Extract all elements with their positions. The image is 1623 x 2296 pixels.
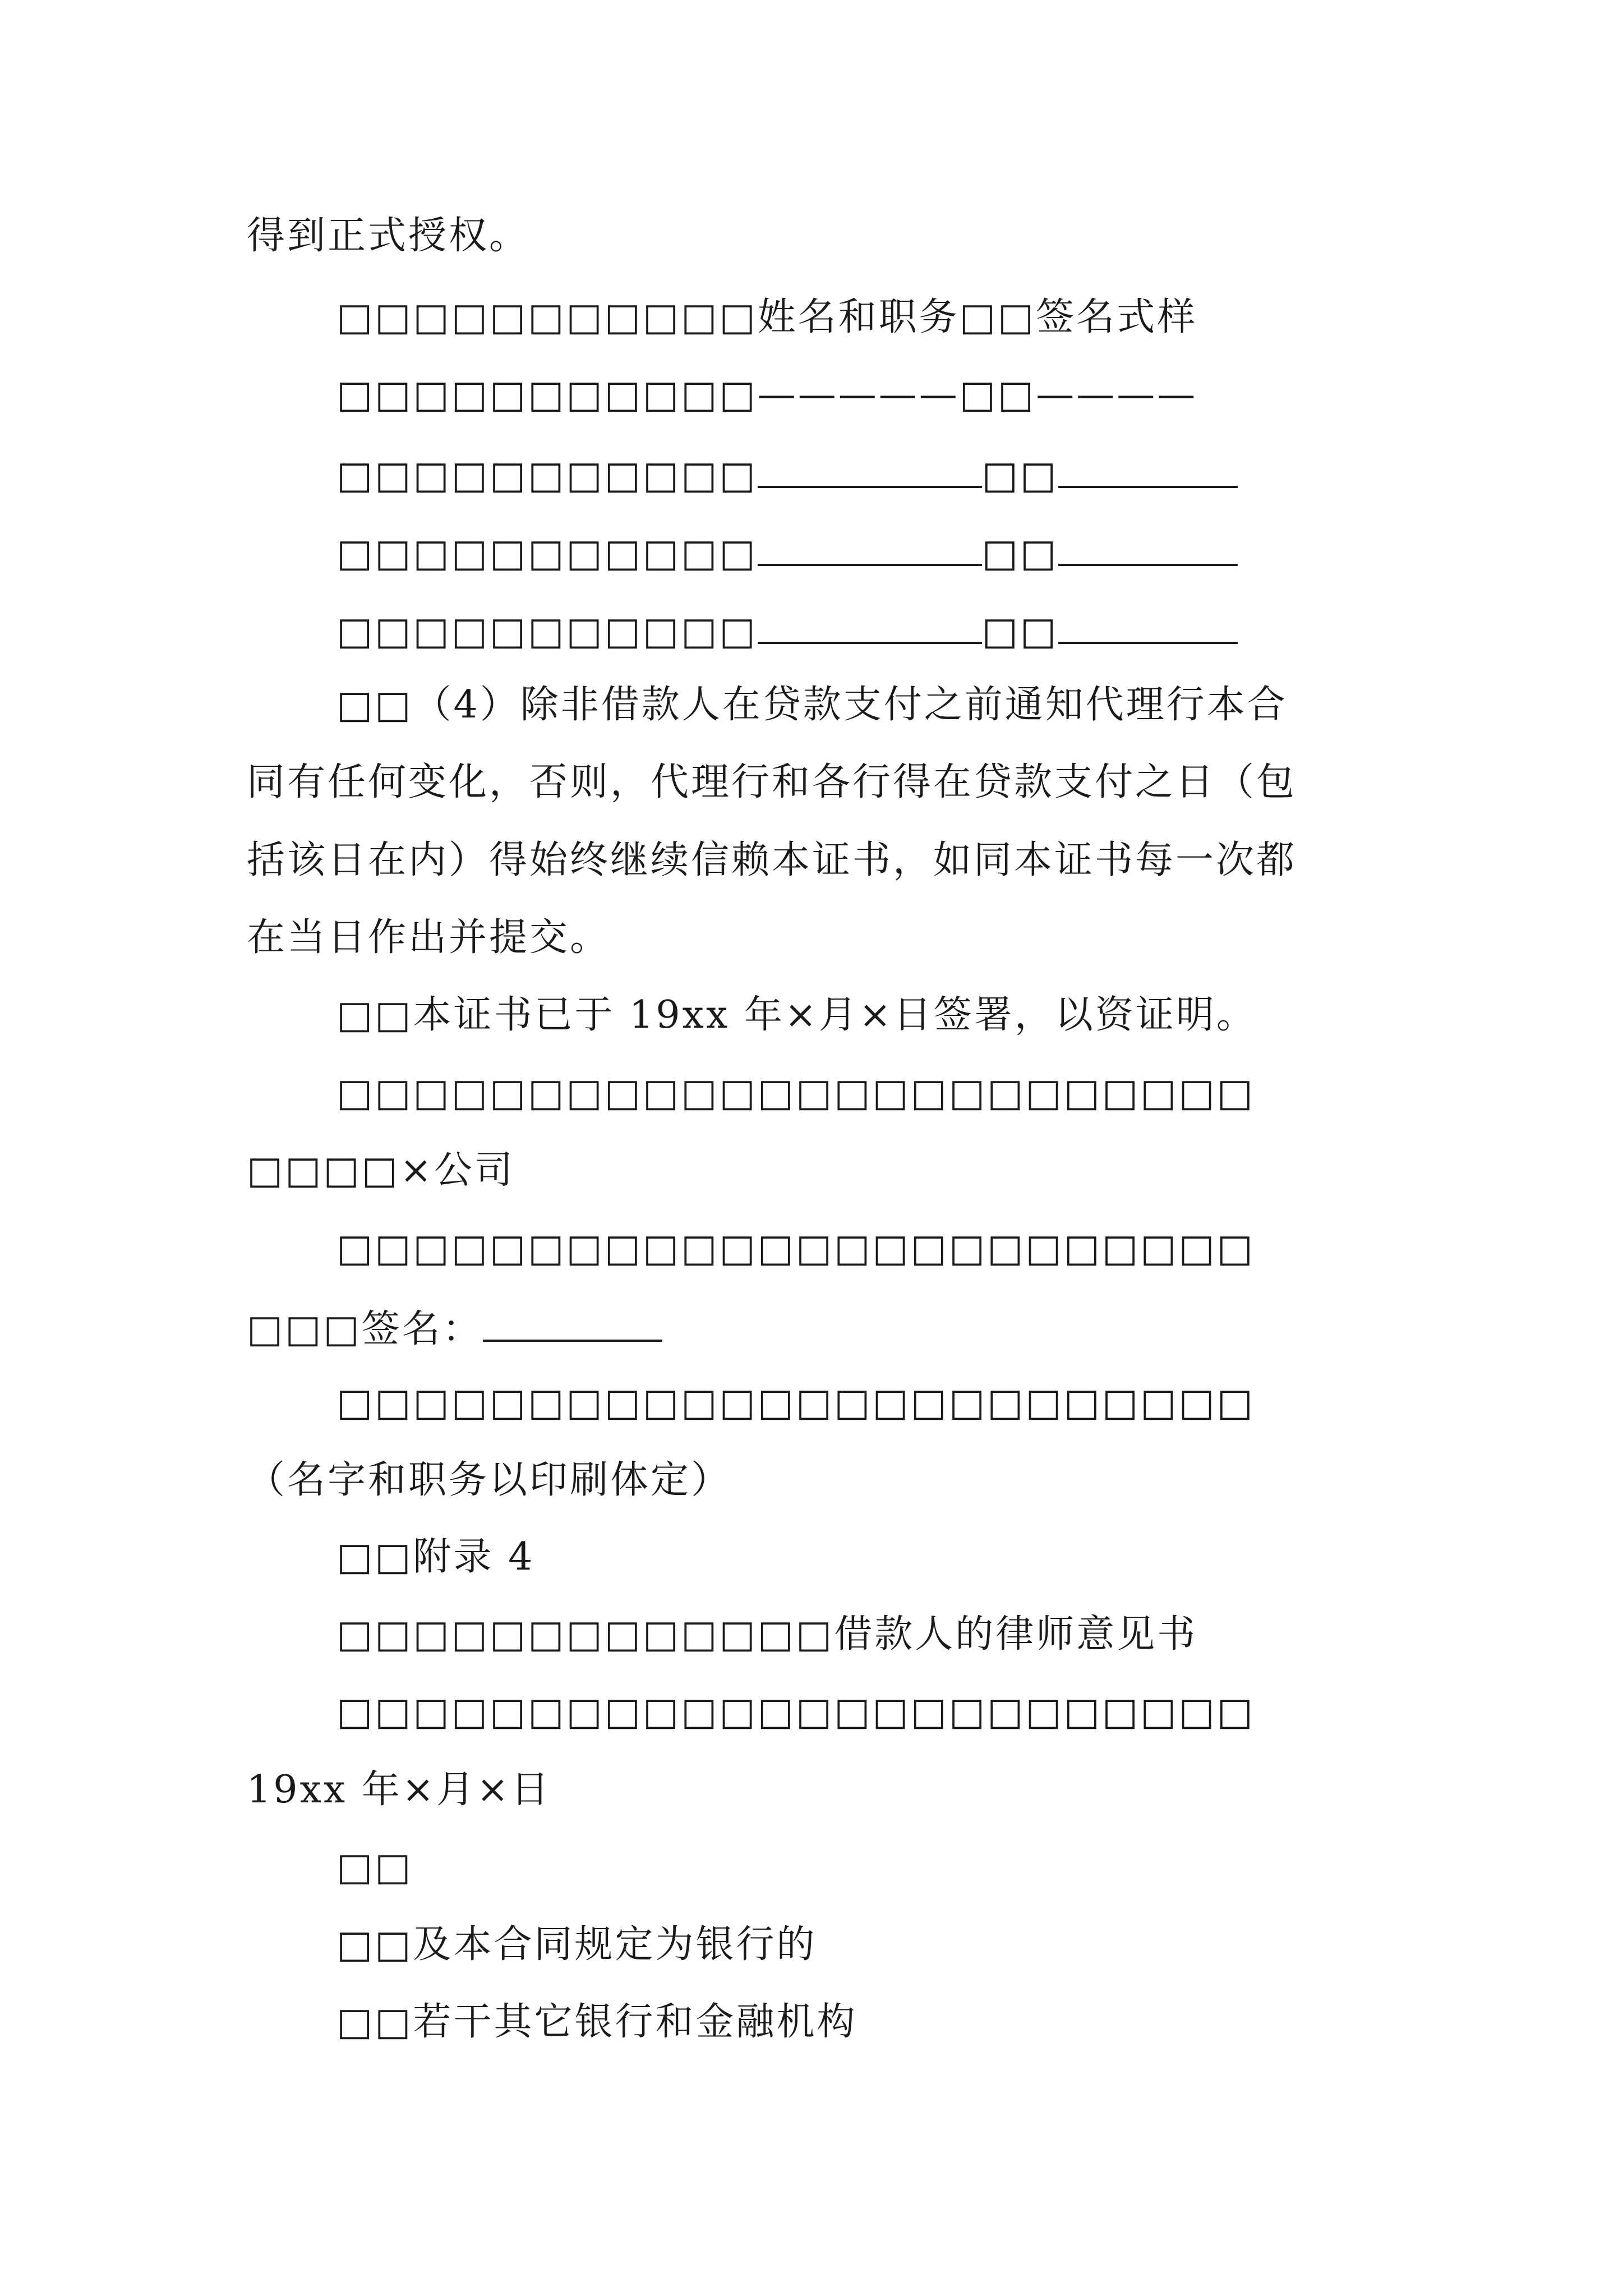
signature-blank: [1058, 602, 1238, 644]
addressee-line: □□及本合同规定为银行的: [336, 1922, 817, 1967]
placeholder-line: □□□□□□□□□□□□□□□□□□□□□□□□: [336, 1071, 1255, 1115]
company-name: □□□□×公司: [247, 1148, 515, 1193]
text-line: 得到正式授权。: [247, 214, 530, 258]
row-mid: □□: [981, 531, 1059, 576]
paragraph-line: 同有任何变化，否则，代理行和各行得在贷款支付之日（包: [247, 760, 1297, 804]
row-mid: □□: [981, 453, 1059, 498]
row-prefix: □□□□□□□□□□□: [336, 609, 758, 654]
placeholder-line: □□□□□□□□□□□□□□□□□□□□□□□□: [336, 1381, 1255, 1425]
placeholder-line: □□□□□□□□□□□□□□□□□□□□□□□□: [336, 1690, 1255, 1734]
opinion-title: □□□□□□□□□□□□□借款人的律师意见书: [336, 1612, 1198, 1657]
print-note: （名字和职务以印刷体定）: [247, 1458, 732, 1502]
paragraph-line: □□（4）除非借款人在贷款支付之前通知代理行本合: [336, 683, 1288, 727]
signature-blank: [483, 1300, 662, 1342]
signature-row: [336, 447, 1238, 498]
signature-table-separator: □□□□□□□□□□□—————□□————: [336, 372, 1198, 417]
row-mid: □□: [981, 609, 1059, 654]
paragraph-line: 括该日在内）得始终继续信赖本证书，如同本证书每一次都: [247, 838, 1297, 882]
placeholder-line: □□: [336, 1845, 413, 1889]
date-line: 19xx 年×月×日: [247, 1768, 551, 1812]
name-blank: [758, 447, 982, 488]
addressee-line: □□若干其它银行和金融机构: [336, 2000, 857, 2044]
signing-date-line: □□本证书已于 19xx 年×月×日签署，以资证明。: [336, 993, 1257, 1037]
name-blank: [758, 524, 982, 566]
placeholder-line: □□□□□□□□□□□□□□□□□□□□□□□□: [336, 1226, 1255, 1271]
signature-blank: [1058, 524, 1238, 566]
paragraph-line: 在当日作出并提交。: [247, 915, 611, 960]
appendix-heading: □□附录 4: [336, 1535, 535, 1579]
name-blank: [758, 602, 982, 644]
signature-blank: [1058, 447, 1238, 488]
signature-row: [336, 524, 1238, 576]
signature-table-header: □□□□□□□□□□□姓名和职务□□签名式样: [336, 295, 1198, 339]
signature-row: [336, 602, 1238, 654]
signature-label: □□□签名：: [247, 1307, 483, 1351]
row-prefix: □□□□□□□□□□□: [336, 531, 758, 576]
signature-line: [247, 1300, 662, 1352]
row-prefix: □□□□□□□□□□□: [336, 453, 758, 498]
